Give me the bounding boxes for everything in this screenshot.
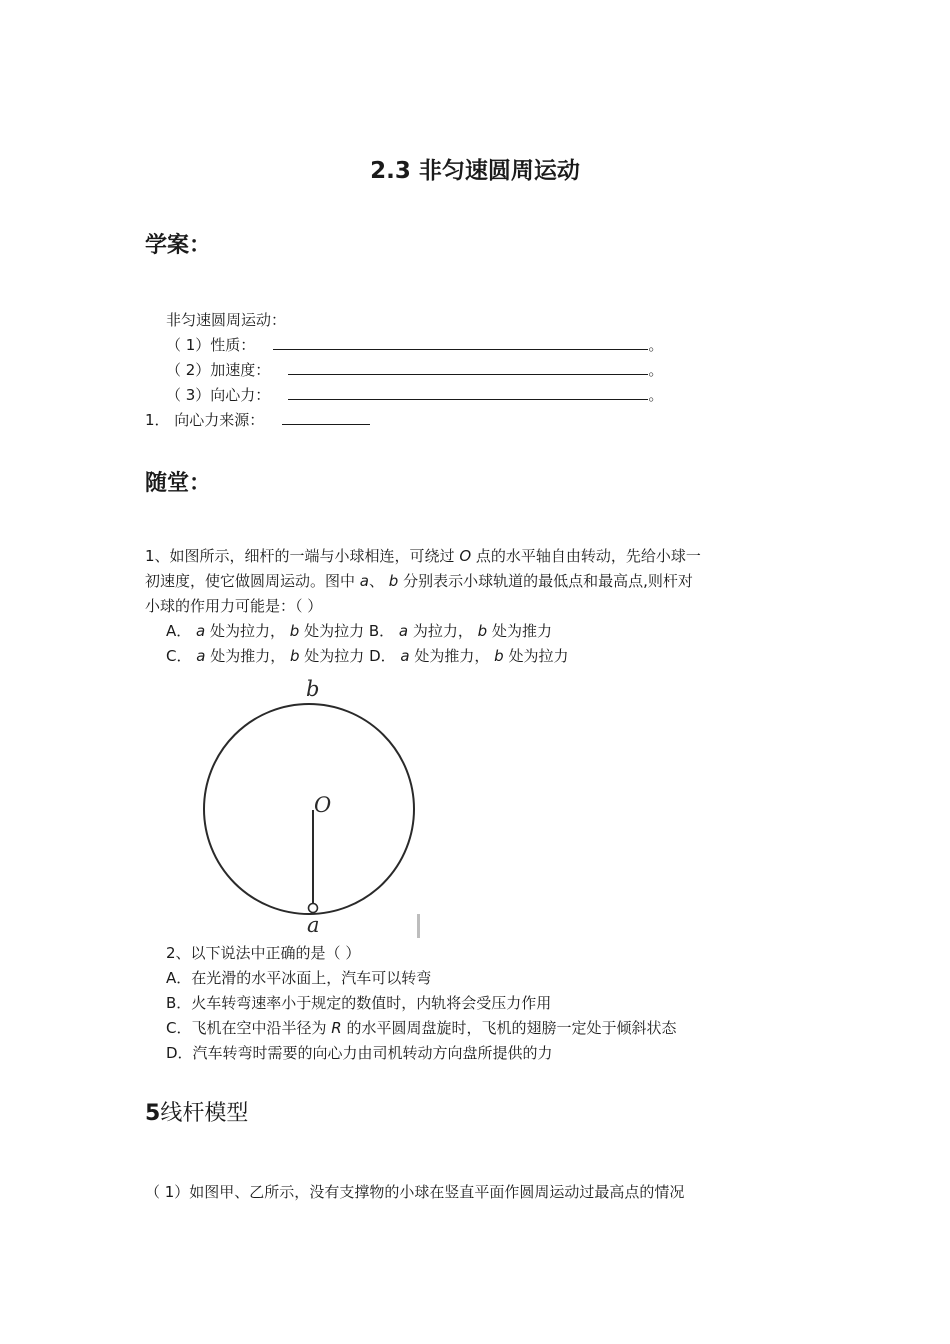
ball-marker <box>309 904 318 913</box>
option-text: 为拉力， <box>408 622 478 640</box>
option-c-label: C． <box>166 647 197 665</box>
intro-line: 非匀速圆周运动： <box>166 311 287 329</box>
section-number: 5 <box>145 1101 161 1126</box>
option-text: 处为拉力， <box>205 622 290 640</box>
var-a: a <box>359 572 369 590</box>
label-b: b <box>306 677 320 701</box>
var-b: b <box>494 647 504 665</box>
var-b: b <box>289 622 300 640</box>
q1-text: 点的水平轴自由转动，先给小球一 <box>471 547 701 565</box>
option-text: 处为拉力 <box>299 622 369 640</box>
item-source-label: 1． 向心力来源： <box>145 411 265 429</box>
var-a: a <box>196 647 206 665</box>
label-o: O <box>314 793 332 817</box>
item-acceleration <box>166 358 663 383</box>
circular-motion-figure <box>195 672 435 942</box>
q1-text: 1、如图所示，细杆的一端与小球相连，可绕过 <box>145 547 460 565</box>
var-r: R <box>331 1019 342 1037</box>
section-heading-xuean: 学案： <box>145 233 212 258</box>
var-b: b <box>290 647 300 665</box>
q1-text: 初速度，使它做圆周运动。图中 <box>145 572 360 590</box>
item-nature-label: （ 1）性质： <box>166 336 256 354</box>
q2-stem: 2、以下说法中正确的是（ ） <box>166 944 361 962</box>
last-line: （ 1）如图甲、乙所示，没有支撑物的小球在竖直平面作圆周运动过最高点的情况 <box>145 1183 685 1201</box>
item-centripetal-label: （ 3）向心力： <box>166 386 271 404</box>
var-o: O <box>459 547 472 565</box>
option-text: 处为拉力 <box>299 647 370 665</box>
section-heading-suitang: 随堂： <box>145 471 212 496</box>
section-heading-5 <box>145 1096 248 1127</box>
item-centripetal <box>166 383 663 408</box>
q2-option-b: B．火车转弯速率小于规定的数值时，内轨将会受压力作用 <box>166 994 552 1012</box>
scan-mark <box>417 914 420 938</box>
item-suffix: 。 <box>648 386 664 404</box>
page-title: 2.3 非匀速圆周运动 <box>370 158 580 184</box>
option-d-label: D． <box>369 647 401 665</box>
option-text: 处为推力， <box>409 647 495 665</box>
item-source <box>145 408 370 433</box>
answer-blank <box>288 383 648 400</box>
section-title: 线杆模型 <box>160 1101 249 1126</box>
orbit-circle <box>204 704 414 914</box>
q1-line3: 小球的作用力可能是：（ ） <box>145 597 323 615</box>
answer-blank <box>282 408 370 425</box>
q1-text: 、 <box>368 572 389 590</box>
q2-option-c <box>166 1016 676 1041</box>
item-acceleration-label: （ 2）加速度： <box>166 361 271 379</box>
var-b: b <box>477 622 488 640</box>
item-suffix: 。 <box>648 361 664 379</box>
q2-option-d: D．汽车转弯时需要的向心力由司机转动方向盘所提供的力 <box>166 1044 553 1062</box>
item-nature <box>166 333 663 358</box>
answer-blank <box>288 358 648 375</box>
option-a-label: A． <box>166 622 197 640</box>
option-text: 处为推力， <box>205 647 290 665</box>
option-text: C．飞机在空中沿半径为 <box>166 1019 332 1037</box>
var-a: a <box>398 622 409 640</box>
q1-options-row1 <box>166 619 552 644</box>
var-b: b <box>388 572 399 590</box>
q1-line2 <box>145 569 693 594</box>
option-b-label: B． <box>368 622 399 640</box>
option-text: 处为拉力 <box>503 647 569 665</box>
option-text: 的水平圆周盘旋时，飞机的翅膀一定处于倾斜状态 <box>341 1019 677 1037</box>
label-a: a <box>307 913 320 937</box>
q1-text: 分别表示小球轨道的最低点和最高点,则杆对 <box>398 572 693 590</box>
q2-option-a: A．在光滑的水平冰面上，汽车可以转弯 <box>166 969 432 987</box>
q1-line1 <box>145 544 701 569</box>
var-a: a <box>400 647 410 665</box>
option-text: 处为推力 <box>487 622 552 640</box>
answer-blank <box>273 333 648 350</box>
item-suffix: 。 <box>648 336 664 354</box>
q1-options-row2 <box>166 644 568 669</box>
var-a: a <box>196 622 206 640</box>
